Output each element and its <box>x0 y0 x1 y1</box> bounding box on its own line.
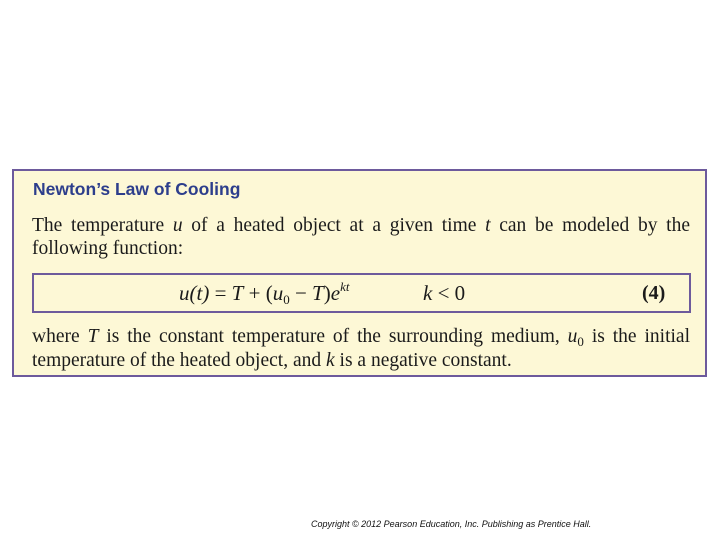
cooling-formula <box>179 281 349 306</box>
where-var-k: k <box>326 350 335 371</box>
formula-minus: − <box>289 281 313 305</box>
where-text-c: is the initial temperature of the heated object, and <box>32 326 690 371</box>
copyright-notice: Copyright © 2012 Pearson Education, Inc. Publishing as Prentice Hall. <box>311 519 592 529</box>
where-text-d: is a negative constant. <box>334 350 512 371</box>
intro-var-u: u <box>172 215 183 236</box>
formula-exponent: kt <box>340 279 350 294</box>
formula-condition <box>423 281 465 306</box>
formula-lhs: u(t) <box>179 281 210 305</box>
intro-text-c: can be modeled by the following function: <box>32 215 690 259</box>
formula-T: T <box>231 281 244 305</box>
formula-e: e <box>330 281 341 305</box>
where-sub-0: 0 <box>577 334 584 349</box>
intro-paragraph <box>32 214 690 260</box>
where-paragraph <box>32 325 690 372</box>
formula-box <box>32 273 691 313</box>
condition-rest: < 0 <box>432 281 466 305</box>
where-text-a: where <box>32 326 88 347</box>
formula-equals: = <box>209 281 232 305</box>
definition-box <box>12 169 707 377</box>
where-text-b: is the constant temperature of the surrounding medium, <box>98 326 568 347</box>
intro-text-a: The temperature <box>32 215 173 236</box>
formula-plus: + ( <box>243 281 273 305</box>
condition-k: k <box>423 281 433 305</box>
where-var-u: u <box>567 326 578 347</box>
intro-var-t: t <box>485 215 491 236</box>
formula-u: u <box>272 281 284 305</box>
formula-sub-0: 0 <box>283 292 290 307</box>
box-title: Newton’s Law of Cooling <box>33 179 241 199</box>
formula-close: ) <box>323 281 331 305</box>
intro-text-b: of a heated object at a given time <box>182 215 486 236</box>
equation-number: (4) <box>642 282 666 304</box>
formula-T2: T <box>312 281 324 305</box>
where-var-T: T <box>87 326 99 347</box>
